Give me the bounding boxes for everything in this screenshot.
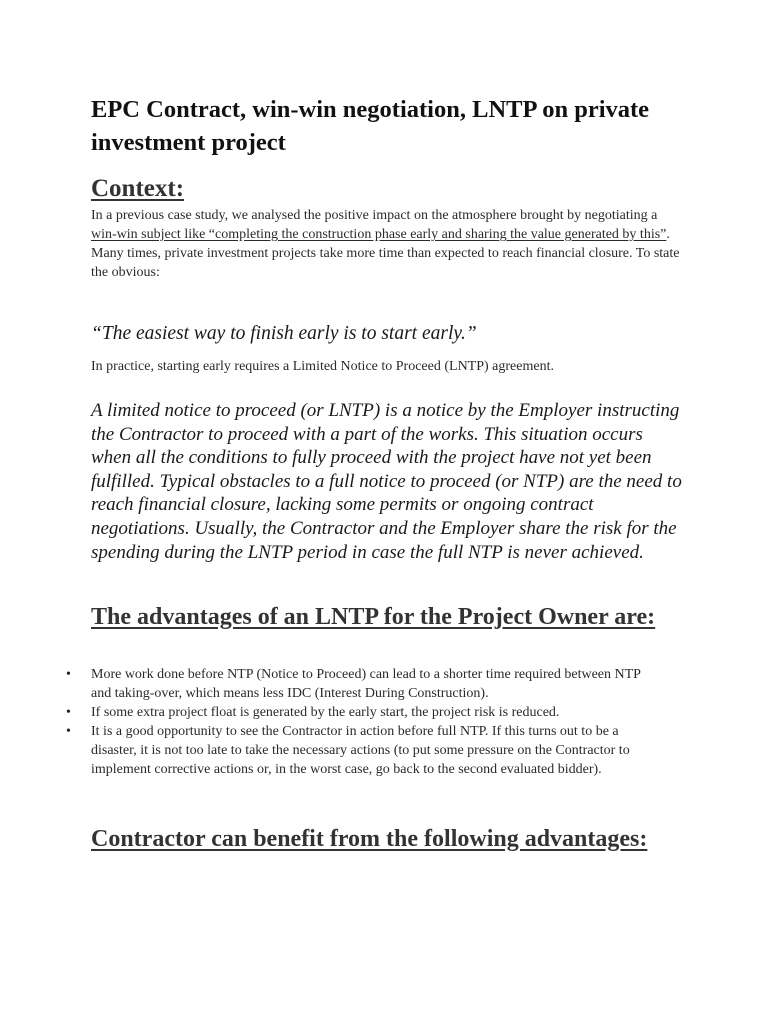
owner-advantages-list (66, 665, 661, 779)
owner-advantages-heading-text: The advantages of an LNTP for the Project Owner are: (91, 604, 656, 630)
bullet-icon: • (66, 667, 71, 682)
win-win-subject-link[interactable]: win-win subject like “completing the construction phase early and sharing the value generated by this” (91, 227, 667, 242)
list-item (66, 722, 661, 779)
contractor-advantages-heading (91, 823, 651, 856)
document-title: EPC Contract, win-win negotiation, LNTP on private investment project (91, 96, 650, 156)
list-item (66, 703, 661, 722)
bullet-icon: • (66, 724, 71, 739)
list-item (66, 665, 661, 703)
context-heading: Context: (91, 175, 185, 202)
owner-advantages-heading (91, 601, 691, 634)
contractor-advantages-heading-text: Contractor can benefit from the following advantages: (91, 826, 648, 852)
context-text-period: . (666, 227, 670, 242)
lntp-definition: A limited notice to proceed (or LNTP) is a notice by the Employer instructing the Contractor to proceed with a part of the works. This situation occurs when all the conditions to fully proceed with the project have not yet been fulfilled. Typical obstacles to a full notice to proceed (or NTP) are the need to reach financial closure, lacking some permits or ongoing contract negotiations. Usually, the Contractor and the Employer share the risk for the spending during the LNTP period in case the full NTP is never achieved. (91, 400, 682, 563)
list-item-text: It is a good opportunity to see the Contractor in action before full NTP. If this turns out to be a disaster, it is not too late to take the necessary actions (to put some pressure on the Contractor to implement corrective actions or, in the worst case, go back to the second evaluated bidder). (91, 724, 630, 777)
quote: “The easiest way to finish early is to start early.” (91, 323, 477, 344)
practice-text: In practice, starting early requires a Limited Notice to Proceed (LNTP) agreement. (91, 359, 554, 374)
list-item-text: If some extra project float is generated by the early start, the project risk is reduced. (91, 705, 560, 720)
context-text-closure: Many times, private investment projects take more time than expected to reach financial closure. To state the obvious: (91, 246, 680, 280)
context-text-intro: In a previous case study, we analysed the positive impact on the atmosphere brought by negotiating a (91, 208, 658, 223)
context-paragraph (91, 206, 681, 282)
list-item-text: More work done before NTP (Notice to Proceed) can lead to a shorter time required between NTP and taking-over, which means less IDC (Interest During Construction). (91, 667, 641, 701)
bullet-icon: • (66, 705, 71, 720)
